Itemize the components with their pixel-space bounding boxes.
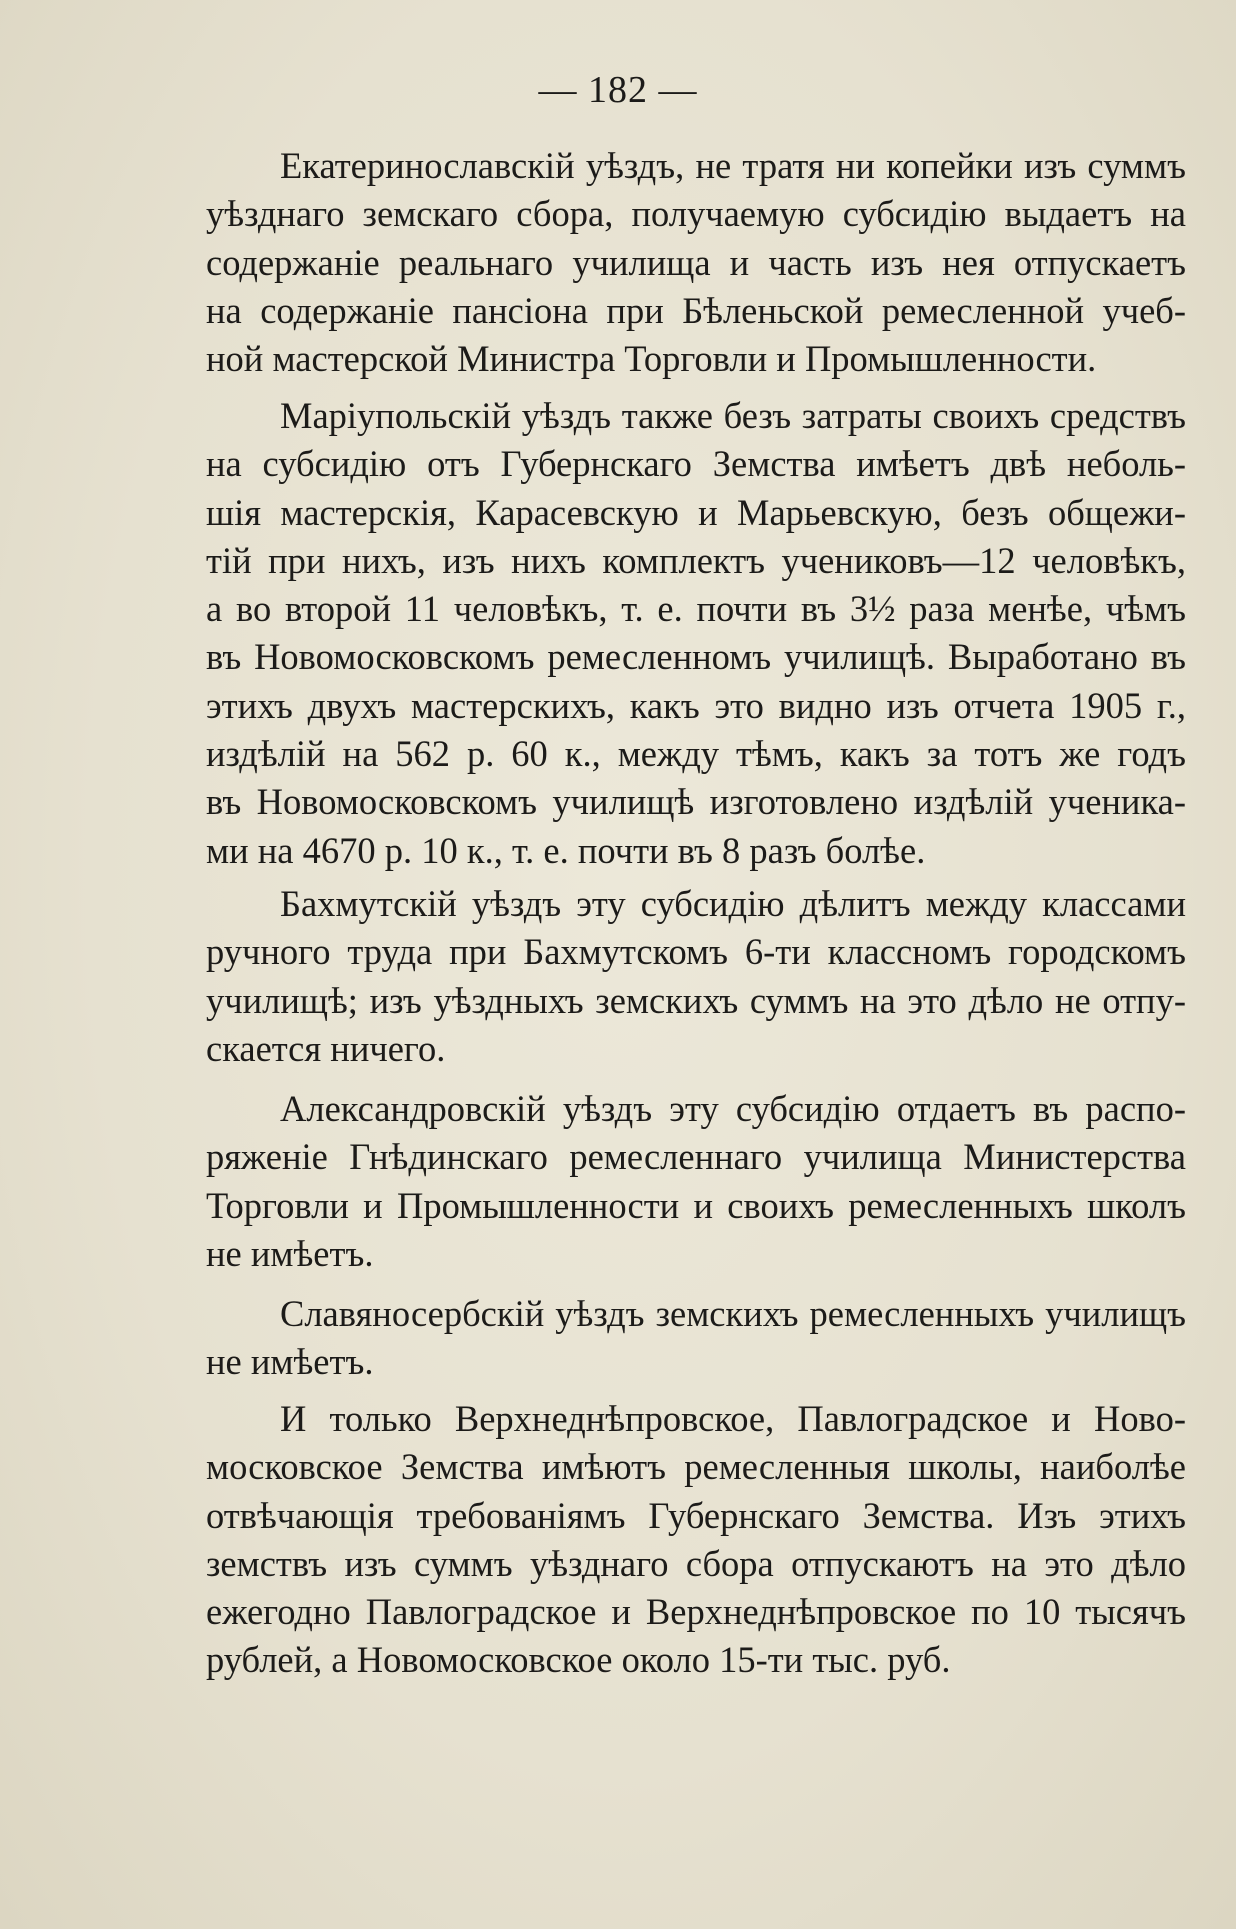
text-line: на субсидію отъ Губернскаго Земства имѣетъ двѣ неболь- [206,443,1186,485]
text-line: не имѣетъ. [206,1232,374,1274]
paragraph-mariupol [206,392,1186,875]
text-line: содержаніе реальнаго училища и часть изъ нея отпускаетъ [206,241,1186,283]
text-line: И только Верхнеднѣпровское, Павлоградское и Ново- [280,1398,1186,1439]
page-number: — 182 — [538,69,698,111]
text-line: Маріупольскій уѣздъ также безъ затраты своихъ средствъ [280,395,1186,436]
text-line: уѣзднаго земскаго сбора, получаемую субсидію выдаетъ на [206,193,1186,235]
text-line: Бахмутскій уѣздъ эту субсидію дѣлитъ между классами [280,883,1186,924]
text-line: издѣлій на 562 р. 60 к., между тѣмъ, какъ за тотъ же годъ [206,733,1186,775]
text-line: въ Новомосковскомъ училищѣ изготовлено издѣлій ученика- [206,781,1186,823]
text-line: Александровскій уѣздъ эту субсидію отдаетъ въ распо- [280,1088,1186,1129]
text-line: ежегодно Павлоградское и Верхнеднѣпровское по 10 тысячъ [206,1591,1186,1633]
paragraph-bakhmut [206,880,1186,1073]
text-line: рублей, а Новомосковское около 15-ти тыс. руб. [206,1639,951,1681]
paragraph-aleksandrovsk [206,1085,1186,1278]
text-line: не имѣетъ. [206,1341,374,1383]
paragraph-slavyanoserbsk [206,1290,1186,1387]
text-line: а во второй 11 человѣкъ, т. е. почти въ 3½ раза менѣе, чѣмъ [206,588,1186,630]
text-line: тій при нихъ, изъ нихъ комплектъ учениковъ—12 человѣкъ, [206,539,1186,581]
text-line: въ Новомосковскомъ ремесленномъ училищѣ. Выработано въ [206,636,1186,678]
text-line: Екатеринославскій уѣздъ, не тратя ни копейки изъ суммъ [280,145,1186,186]
text-line: шія мастерскія, Карасевскую и Марьевскую, безъ общежи- [206,491,1186,533]
paragraph-verkhnedneprovsk [206,1395,1186,1685]
text-line: земствъ изъ суммъ уѣзднаго сбора отпускаютъ на это дѣло [206,1542,1186,1584]
text-line: ряженіе Гнѣдинскаго ремесленнаго училища Министерства [206,1136,1186,1178]
text-line: отвѣчающія требованіямъ Губернскаго Земства. Изъ этихъ [206,1494,1186,1536]
text-line: Славяносербскій уѣздъ земскихъ ремесленныхъ училищъ [280,1293,1186,1334]
text-line: ручного труда при Бахмутскомъ 6-ти классномъ городскомъ [206,931,1186,973]
text-line: скается ничего. [206,1027,446,1069]
text-line: этихъ двухъ мастерскихъ, какъ это видно изъ отчета 1905 г., [206,684,1186,726]
text-line: московское Земства имѣютъ ремесленныя школы, наиболѣе [206,1446,1186,1488]
paragraph-ekaterinoslav [206,142,1186,383]
text-line: на содержаніе пансіона при Бѣленьской ремесленной учеб- [206,289,1186,331]
text-line: Торговли и Промышленности и своихъ ремесленныхъ школъ [206,1184,1186,1226]
text-line: ной мастерской Министра Торговли и Промышленности. [206,338,1097,380]
text-line: училищѣ; изъ уѣздныхъ земскихъ суммъ на это дѣло не отпу- [206,979,1186,1021]
text-line: ми на 4670 р. 10 к., т. е. почти въ 8 разъ болѣе. [206,829,926,871]
